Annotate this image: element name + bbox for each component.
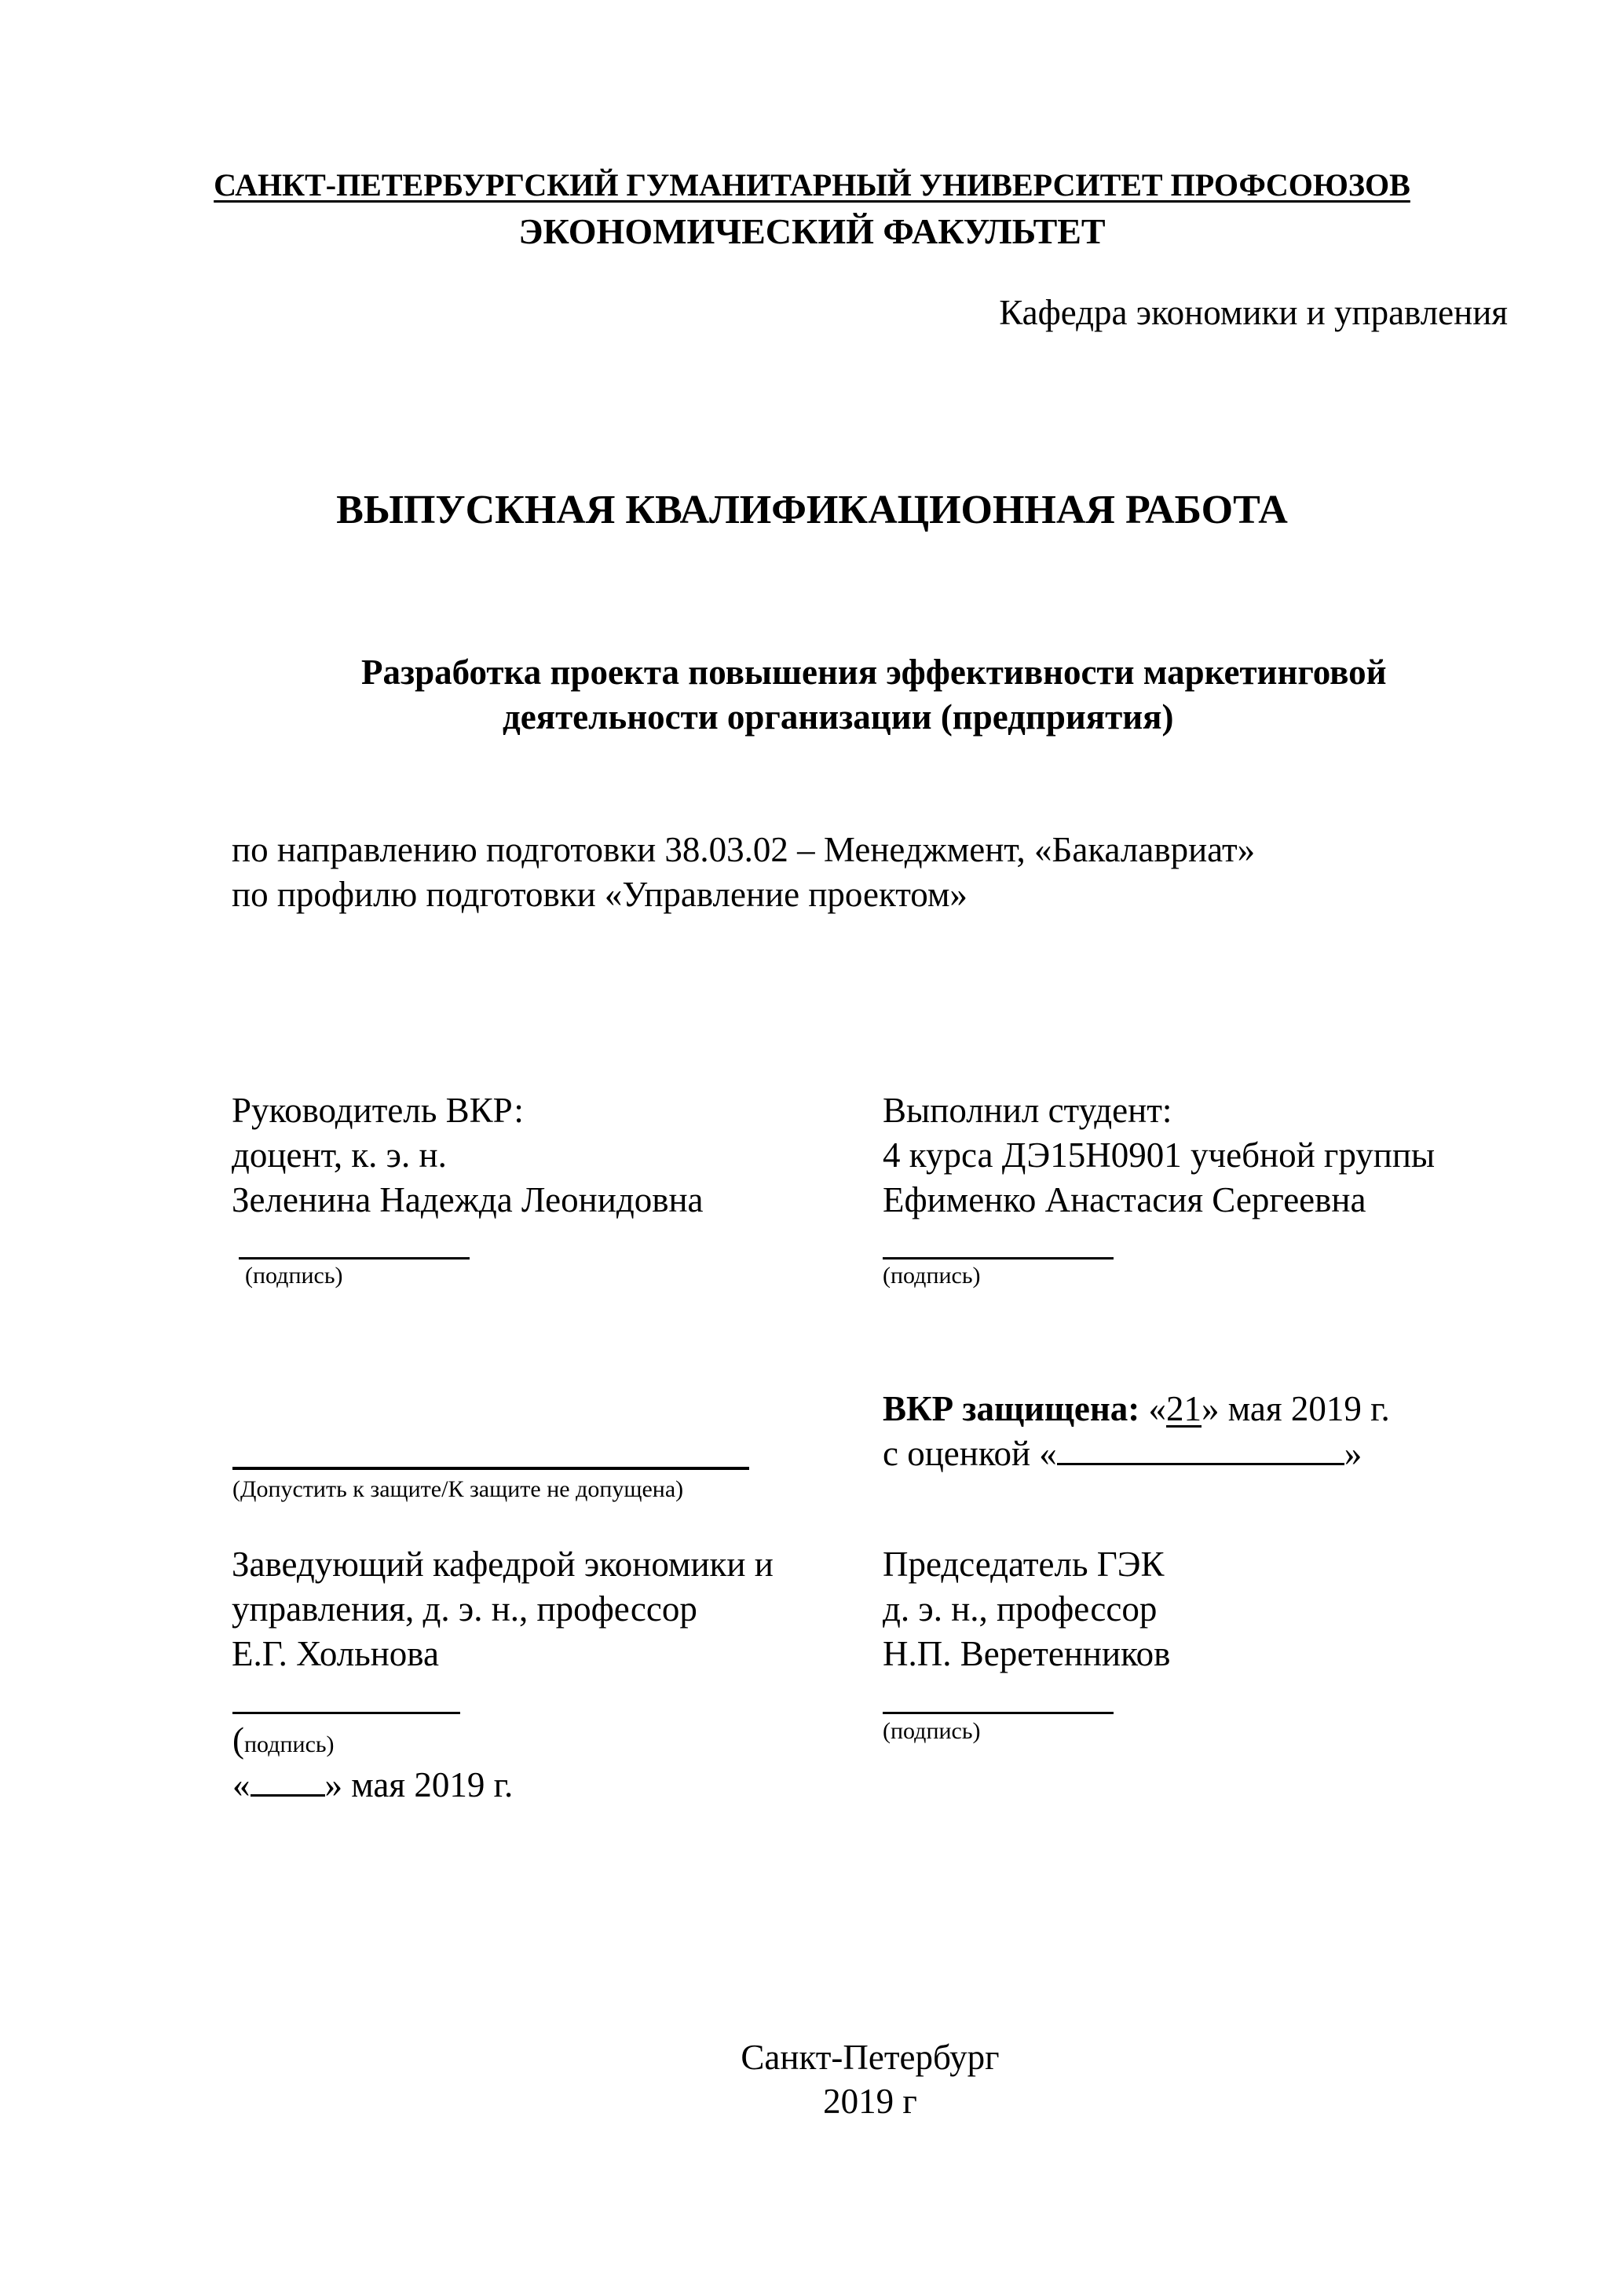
head-of-department-block [232, 1542, 774, 1676]
university-name [0, 166, 1624, 203]
student-name: Ефименко Анастасия Сергеевна [883, 1180, 1366, 1219]
gek-chair-signature-caption: (подпись) [883, 1718, 981, 1744]
defense-label: ВКР защищена: [883, 1389, 1140, 1428]
head-of-department-date-open: « [232, 1765, 251, 1804]
theme-line-1: Разработка проекта повышения эффективности маркетинговой [361, 653, 1387, 692]
defense-grade-blank [1057, 1433, 1344, 1465]
head-of-department-signature-caption-text: подпись) [244, 1731, 335, 1757]
gek-chair-name: Н.П. Веретенников [883, 1634, 1171, 1673]
supervisor-block [232, 1088, 704, 1223]
direction-line-2: по профилю подготовки «Управление проектом» [232, 875, 967, 914]
head-of-department-signature-paren: ( [232, 1720, 244, 1760]
head-of-department-date-rest: » мая 2019 г. [324, 1765, 514, 1804]
admission-signature-line [232, 1467, 749, 1470]
supervisor-signature-line [239, 1257, 470, 1260]
defense-date-rest: » мая 2019 г. [1202, 1389, 1390, 1428]
document-title: ВЫПУСКНАЯ КВАЛИФИКАЦИОННАЯ РАБОТА [336, 488, 1288, 532]
head-of-department-line-2: управления, д. э. н., профессор [232, 1589, 697, 1629]
admission-caption: (Допустить к защите/К защите не допущена) [232, 1476, 684, 1502]
footer-year: 2019 г [823, 2082, 917, 2121]
head-of-department-name: Е.Г. Хольнова [232, 1634, 439, 1673]
footer-city: Санкт-Петербург [741, 2038, 1000, 2077]
defense-grade-suffix: » [1344, 1434, 1362, 1473]
student-heading: Выполнил студент: [883, 1091, 1172, 1130]
gek-chair-block [883, 1542, 1170, 1676]
defense-open-quote: « [1148, 1389, 1167, 1428]
supervisor-position: доцент, к. э. н. [232, 1135, 447, 1175]
department-name: Кафедра экономики и управления [999, 293, 1508, 332]
student-block [883, 1088, 1435, 1223]
faculty-name: ЭКОНОМИЧЕСКИЙ ФАКУЛЬТЕТ [518, 211, 1106, 251]
head-of-department-date-blank [251, 1764, 325, 1797]
direction-line-1: по направлению подготовки 38.03.02 – Менеджмент, «Бакалавриат» [232, 830, 1256, 869]
head-of-department-signature-line [232, 1712, 460, 1714]
defense-grade-prefix: с оценкой « [883, 1434, 1057, 1473]
supervisor-heading: Руководитель ВКР: [232, 1091, 524, 1130]
head-of-department-line-1: Заведующий кафедрой экономики и [232, 1545, 774, 1584]
university-name-text: САНКТ-ПЕТЕРБУРГСКИЙ ГУМАНИТАРНЫЙ УНИВЕРСИТЕТ ПРОФСОЮЗОВ [214, 167, 1410, 203]
gek-chair-heading: Председатель ГЭК [883, 1545, 1165, 1584]
student-group: 4 курса ДЭ15Н0901 учебной группы [883, 1135, 1436, 1175]
head-of-department-date [232, 1764, 513, 1805]
defense-day: 21 [1166, 1389, 1202, 1428]
head-of-department-signature-caption [232, 1720, 335, 1760]
defense-grade-line [883, 1433, 1362, 1474]
gek-chair-signature-line [883, 1712, 1114, 1714]
supervisor-signature-caption: (подпись) [245, 1263, 343, 1289]
supervisor-name: Зеленина Надежда Леонидовна [232, 1180, 704, 1219]
student-signature-caption: (подпись) [883, 1263, 981, 1289]
gek-chair-position: д. э. н., профессор [883, 1589, 1158, 1629]
direction-block [232, 828, 1255, 917]
student-signature-line [883, 1257, 1114, 1260]
theme-line-2: деятельности организации (предприятия) [503, 697, 1174, 737]
defense-line [883, 1388, 1390, 1429]
